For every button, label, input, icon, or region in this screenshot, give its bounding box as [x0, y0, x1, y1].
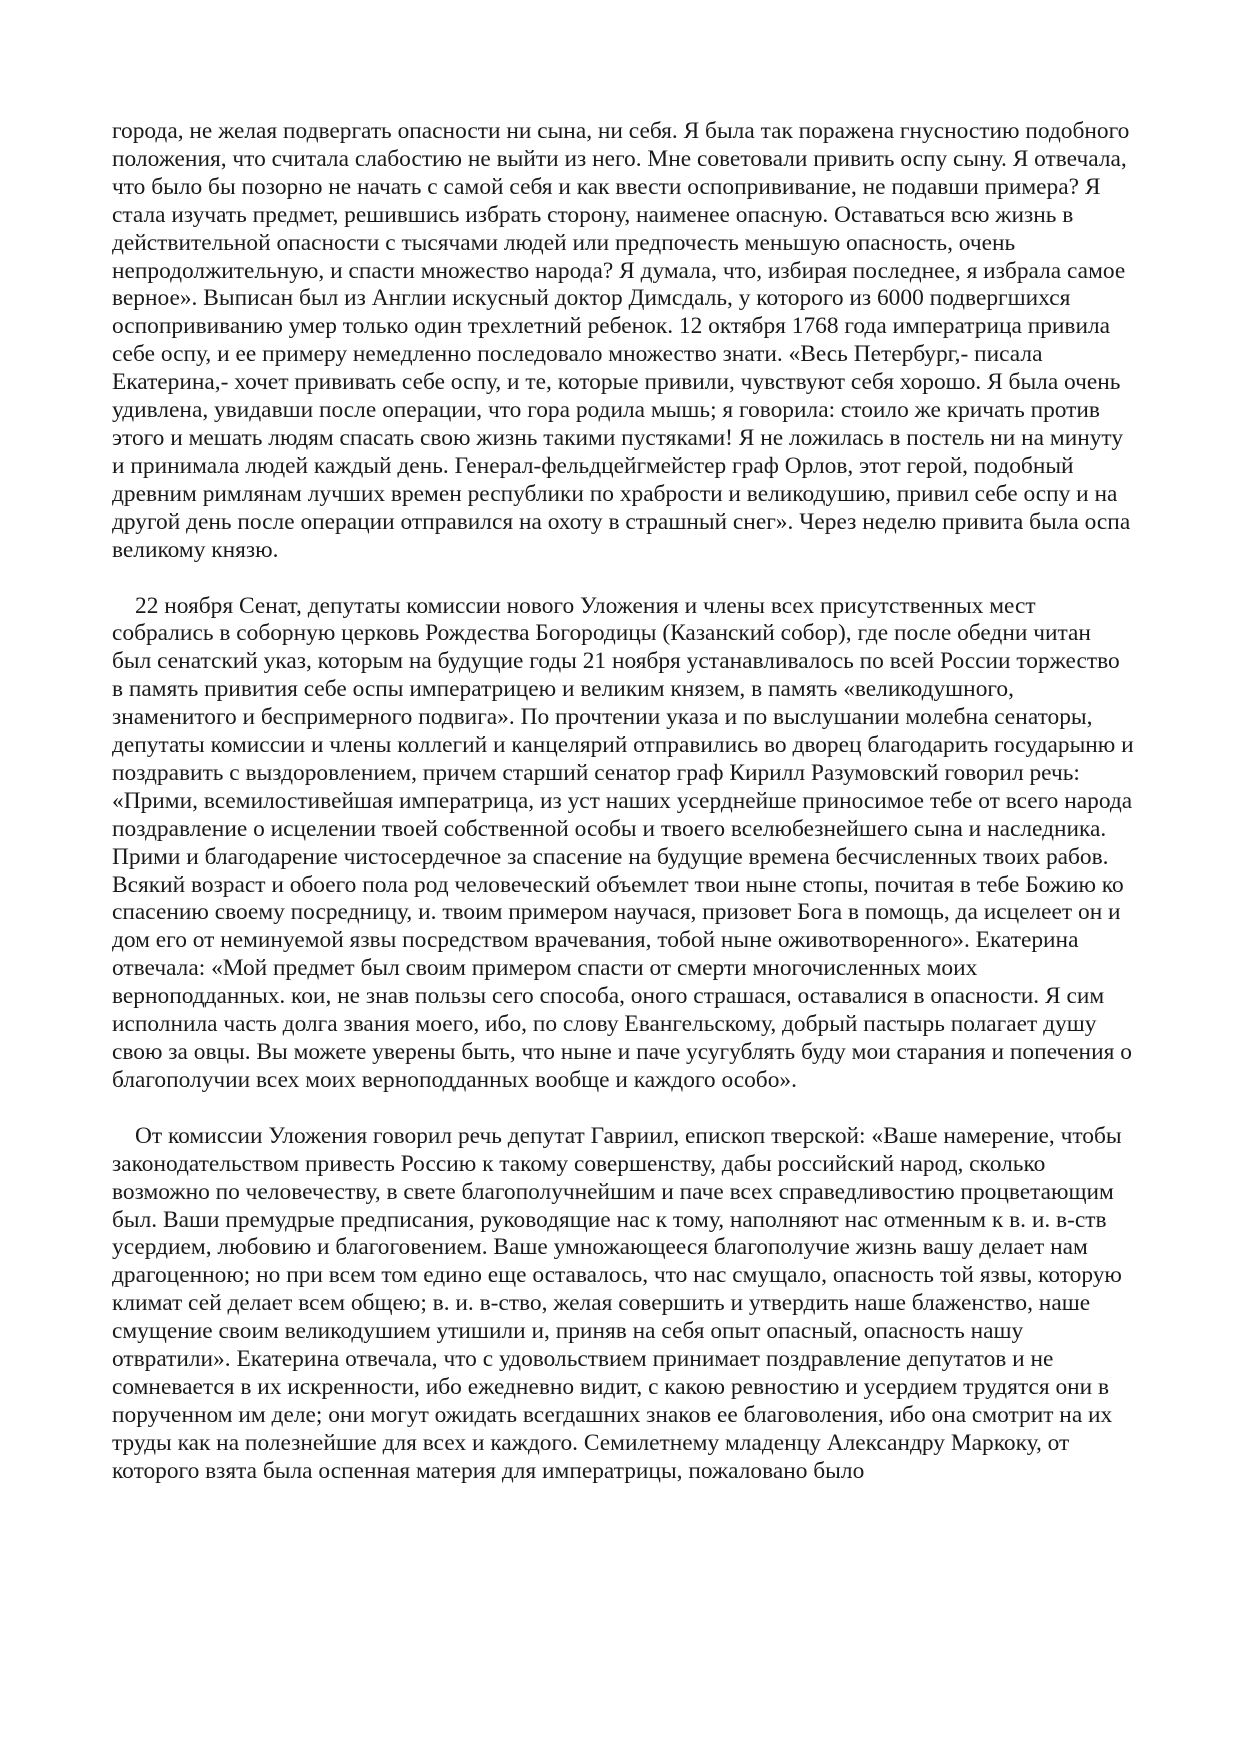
- paragraph-3: От комиссии Уложения говорил речь депутат Гавриил, епископ тверской: «Ваше намерение, чтобы законодательством привесть Россию к такому совершенству, дабы российский народ, сколько возможно по человечеству, в свете благополучнейшим и паче всех справедливостию процветающим был. Ваши премудрые предписания, руководящие нас к тому, наполняют нас отменным к в. и. в-ств усердием, любовию и благоговением. Ваше умножающееся благополучие жизнь вашу делает нам драгоценною; но при всем том едино еще оставалось, что нас смущало, опасность той язвы, которую климат сей делает всем общею; в. и. в-ство, желая совершить и утвердить наше блаженство, наше смущение своим великодушием утишили и, приняв на себя опыт опасный, опасность нашу отвратили». Екатерина отвечала, что с удовольствием принимает поздравление депутатов и не сомневается в их искренности, ибо ежедневно видит, с какою ревностию и усердием трудятся они в порученном им деле; они могут ожидать всегдашних знаков ее благоволения, ибо она смотрит на их труды как на полезнейшие для всех и каждого. Семилетнему младенцу Александру Маркоку, от которого взята была оспенная материя для императрицы, пожаловано было: [112, 1122, 1122, 1484]
- body-text: [112, 118, 1134, 1486]
- paragraph-2: 22 ноября Сенат, депутаты комиссии нового Уложения и члены всех присутственных мест собрались в соборную церковь Рождества Богородицы (Казанский собор), где после обедни читан был сенатский указ, которым на будущие годы 21 ноября устанавливалось по всей России торжество в память привития себе оспы императрицею и великим князем, в память «великодушного, знаменитого и беспримерного подвига». По прочтении указа и по выслушании молебна сенаторы, депутаты комиссии и члены коллегий и канцелярий отправились во дворец благодарить государыню и поздравить с выздоровлением, причем старший сенатор граф Кирилл Разумовский говорил речь: «Прими, всемилостивейшая императрица, из уст наших усерднейше приносимое тебе от всего народа поздравление о исцелении твоей собственной особы и твоего вселюбезнейшего сына и наследника. Прими и благодарение чистосердечное за спасение на будущие времена бесчисленных твоих рабов. Всякий возраст и обоего пола род человеческий объемлет твои ныне стопы, почитая в тебе Божию ко спасению своему посредницу, и. твоим примером научася, призовет Бога в помощь, да исцелеет он и дом его от неминуемой язвы посредством врачевания, тобой ныне оживотворенного». Екатерина отвечала: «Мой предмет был своим примером спасти от смерти многочисленных моих верноподданных. кои, не знав пользы сего способа, оного страшася, оставалися в опасности. Я сим исполнила часть долга звания моего, ибо, по слову Евангельскому, добрый пастырь полагает душу свою за овцы. Вы можете уверены быть, что ныне и паче усугублять буду мои старания и попечения о благополучии всех моих верноподданных вообще и каждого особо».: [112, 592, 1134, 1093]
- paragraph-1: города, не желая подвергать опасности ни сына, ни себя. Я была так поражена гнусностию подобного положения, что считала слабостию не выйти из него. Мне советовали привить оспу сыну. Я отвечала, что было бы позорно не начать с самой себя и как ввести оспопрививание, не подавши примера? Я стала изучать предмет, решившись избрать сторону, наименее опасную. Оставаться всю жизнь в действительной опасности с тысячами людей или предпочесть меньшую опасность, очень непродолжительную, и спасти множество народа? Я думала, что, избирая последнее, я избрала самое верное». Выписан был из Англии искусный доктор Димсдаль, у которого из 6000 подвергшихся оспопрививанию умер только один трехлетний ребенок. 12 октября 1768 года императрица привила себе оспу, и ее примеру немедленно последовало множество знати. «Весь Петербург,- писала Екатерина,- хочет прививать себе оспу, и те, которые привили, чувствуют себя хорошо. Я была очень удивлена, увидавши после операции, что гора родила мышь; я говорила: стоило же кричать против этого и мешать людям спасать свою жизнь такими пустяками! Я не ложилась в постель ни на минуту и принимала людей каждый день. Генерал-фельдцейгмейстер граф Орлов, этот герой, подобный древним римлянам лучших времен республики по храбрости и великодушию, привил себе оспу и на другой день после операции отправился на охоту в страшный снег». Через неделю привита была оспа великому князю.: [112, 118, 1131, 563]
